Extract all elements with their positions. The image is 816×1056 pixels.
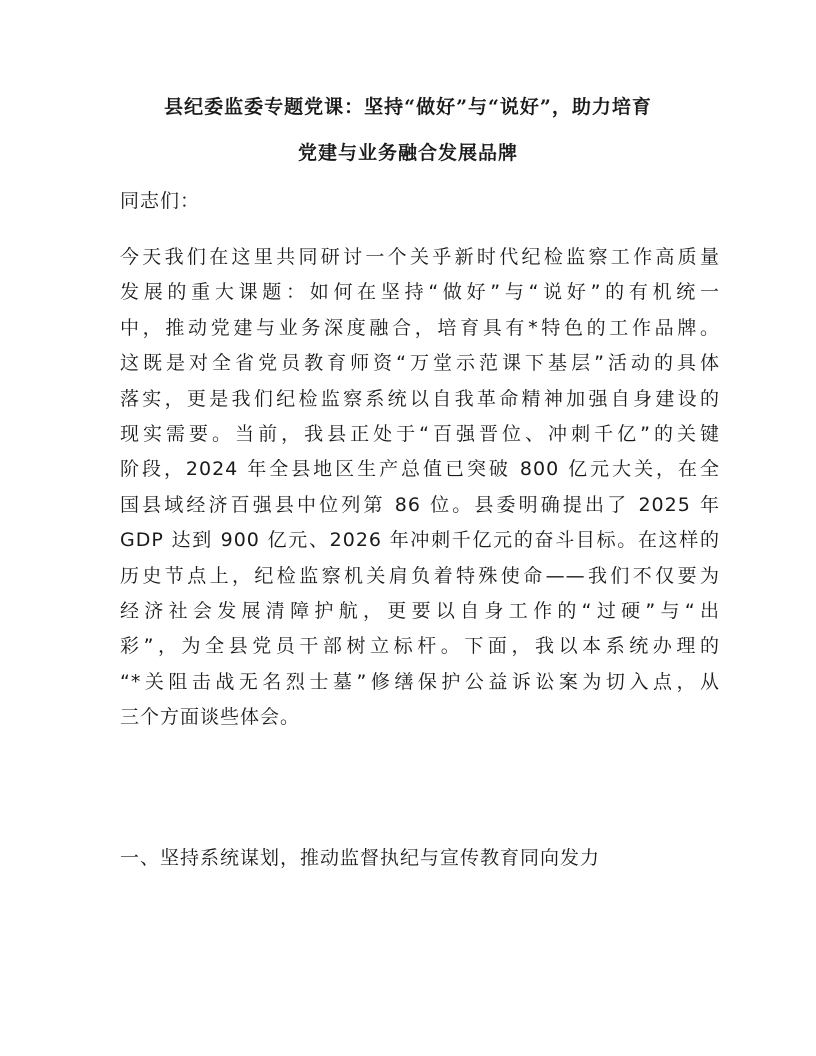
paragraph-line: 经济社会发展清障护航，更要以自身工作的“过硬”与“出 <box>120 599 720 622</box>
paragraph-line: 彩”，为全县党员干部树立标杆。下面，我以本系统办理的 <box>120 635 720 658</box>
paragraph-line: 阶段，2024 年全县地区生产总值已突破 800 亿元大关，在全 <box>120 458 720 481</box>
paragraph-line: 中，推动党建与业务深度融合，培育具有*特色的工作品牌。 <box>120 316 720 339</box>
salutation: 同志们： <box>120 190 201 212</box>
title-line: 党建与业务融合发展品牌 <box>297 142 518 164</box>
paragraph-line: 三个方面谈些体会。 <box>120 706 301 729</box>
document-title <box>110 84 706 176</box>
paragraph-line: 今天我们在这里共同研讨一个关乎新时代纪检监察工作高质量 <box>120 246 720 268</box>
paragraph-line: “*关阻击战无名烈士墓”修缮保护公益诉讼案为切入点，从 <box>120 670 720 693</box>
paragraph-line: 这既是对全省党员教育师资“万堂示范课下基层”活动的具体 <box>120 352 720 375</box>
body-paragraph <box>120 240 720 735</box>
paragraph-line: 现实需要。当前，我县正处于“百强晋位、冲刺千亿”的关键 <box>120 422 720 445</box>
paragraph-line: 国县域经济百强县中位列第 86 位。县委明确提出了 2025 年 <box>120 493 720 516</box>
paragraph-line: 发展的重大课题：如何在坚持“做好”与“说好”的有机统一 <box>120 281 720 304</box>
section-heading: 一、坚持系统谋划，推动监督执纪与宣传教育同向发力 <box>120 847 601 869</box>
title-line: 县纪委监委专题党课：坚持“做好”与“说好”，助力培育 <box>164 96 652 118</box>
paragraph-line: 历史节点上，纪检监察机关肩负着特殊使命——我们不仅要为 <box>120 564 720 587</box>
paragraph-line: GDP 达到 900 亿元、2026 年冲刺千亿元的奋斗目标。在这样的 <box>120 529 720 552</box>
paragraph-line: 落实，更是我们纪检监察系统以自我革命精神加强自身建设的 <box>120 387 720 410</box>
